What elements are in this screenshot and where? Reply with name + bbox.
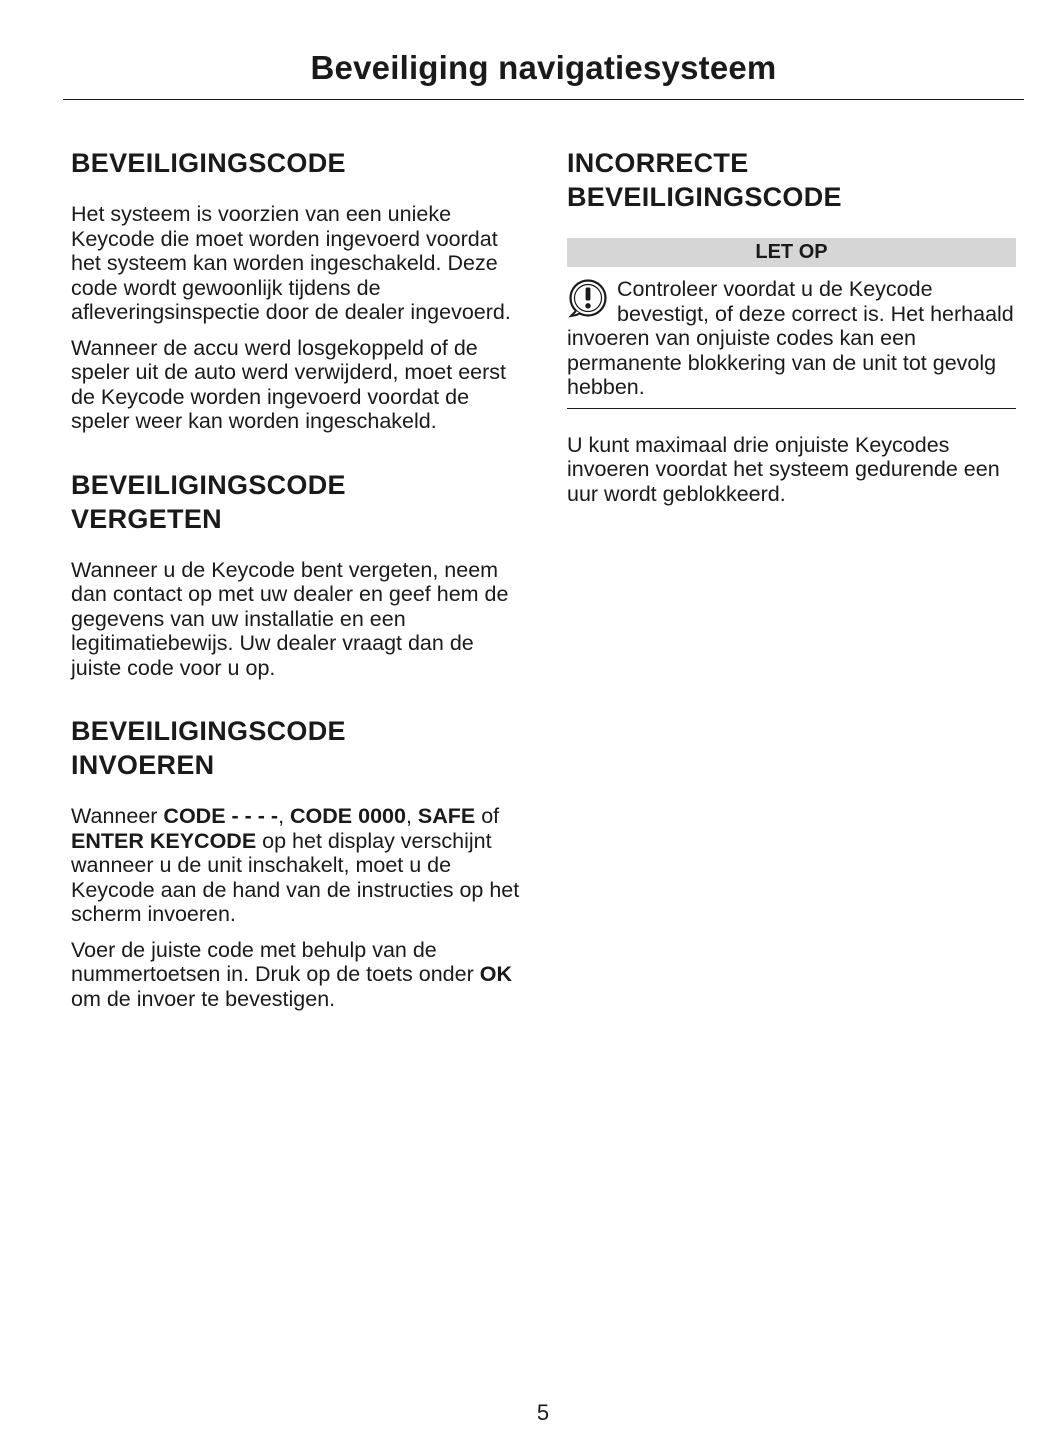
right-column bbox=[567, 146, 1016, 506]
section-heading-beveiligingscode: BEVEILIGINGSCODE bbox=[71, 148, 346, 178]
text-run: Voer de juiste code met behulp van de nummertoetsen in. Druk op de toets onder bbox=[71, 937, 480, 986]
text-run: Wanneer bbox=[71, 804, 164, 828]
page-title: Beveiliging navigatiesysteem bbox=[310, 49, 777, 86]
heading-line: INVOEREN bbox=[71, 750, 215, 780]
heading-line: BEVEILIGINGSCODE bbox=[71, 469, 346, 500]
section-heading-code-vergeten bbox=[71, 468, 523, 536]
paragraph-accu-disconnected: Wanneer de accu werd losgekoppeld of de speler uit de auto werd verwijderd, moet eerst de Keycode worden ingevoerd voordat de speler weer kan worden ingeschakeld. bbox=[71, 335, 506, 433]
heading-line: BEVEILIGINGSCODE bbox=[567, 182, 842, 212]
paragraph-code-forgotten: Wanneer u de Keycode bent vergeten, neem dan contact op met uw dealer en geef hem de gegevens van uw installatie en een legitimatiebewijs. Uw dealer vraagt dan de juiste code voor u op. bbox=[71, 557, 509, 680]
paragraph-max-attempts: U kunt maximaal drie onjuiste Keycodes invoeren voordat het systeem gedurende een uur wordt geblokkeerd. bbox=[567, 432, 1000, 506]
page-number: 5 bbox=[536, 1400, 550, 1425]
notice-label: LET OP bbox=[567, 238, 1016, 267]
display-code-safe: SAFE bbox=[417, 804, 476, 828]
left-column bbox=[71, 146, 523, 1011]
paragraph-keycode-intro: Het systeem is voorzien van een unieke Keycode die moet worden ingevoerd voordat het systeem kan worden ingeschakeld. Deze code wordt gewoonlijk tijdens de afleveringsinspectie door de dealer ingevoerd. bbox=[71, 202, 511, 324]
display-code-dashes: CODE - - - - bbox=[163, 804, 279, 828]
display-code-zeros: CODE 0000 bbox=[290, 804, 406, 828]
text-run: , bbox=[405, 804, 418, 828]
title-divider bbox=[63, 99, 1024, 100]
paragraph-display-codes bbox=[71, 804, 523, 927]
notice-divider bbox=[567, 408, 1016, 409]
paragraph-enter-code bbox=[71, 938, 523, 1012]
notice-box bbox=[567, 277, 1016, 400]
section-heading-incorrecte-code bbox=[567, 146, 1016, 214]
exclamation-warning-icon bbox=[567, 277, 609, 319]
heading-line: BEVEILIGINGSCODE bbox=[71, 716, 346, 746]
heading-line: INCORRECTE bbox=[567, 148, 749, 178]
text-run: op het display verschijnt wanneer u de unit inschakelt, moet u de Keycode aan de hand van de instructies op het scherm invoeren. bbox=[71, 828, 520, 926]
text-run: om de invoer te bevestigen. bbox=[71, 986, 336, 1011]
notice-text: Controleer voordat u de Keycode bevestigt, of deze correct is. Het herhaald invoeren van onjuiste codes kan een permanente blokkering van de unit tot gevolg hebben. bbox=[567, 277, 1014, 399]
text-run: of bbox=[475, 804, 500, 828]
heading-line: VERGETEN bbox=[71, 503, 222, 534]
ok-key-label: OK bbox=[479, 962, 512, 986]
display-code-enter-keycode: ENTER KEYCODE bbox=[71, 828, 257, 853]
text-run: , bbox=[278, 804, 291, 828]
section-heading-code-invoeren bbox=[71, 714, 523, 782]
